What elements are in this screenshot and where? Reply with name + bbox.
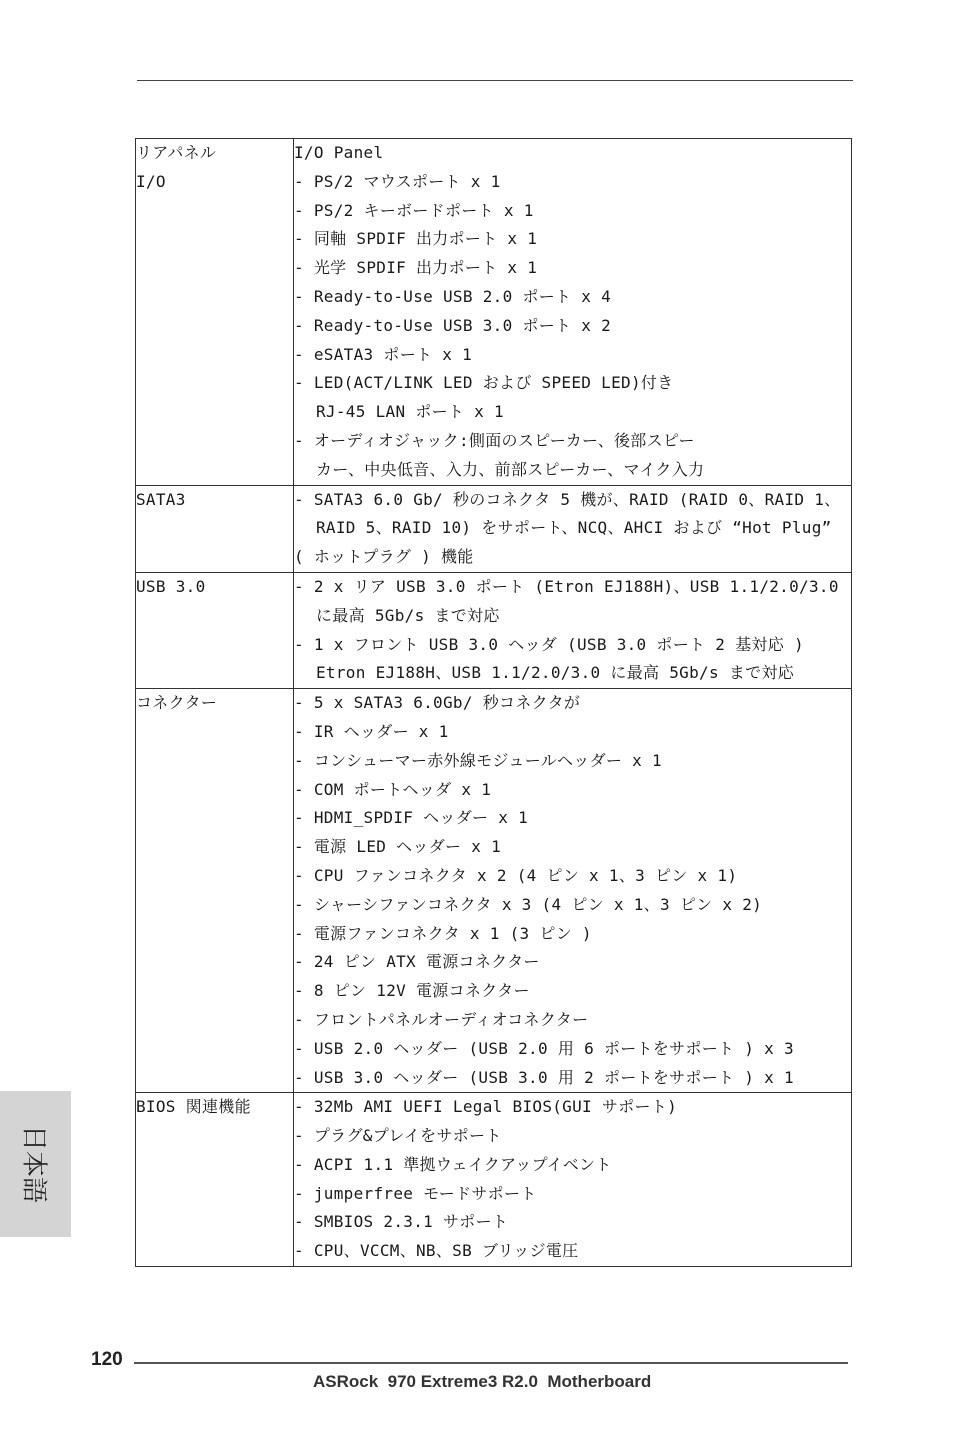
spec-item: - コンシューマー赤外線モジュールヘッダー x 1 xyxy=(294,750,662,770)
spec-item: - HDMI_SPDIF ヘッダー x 1 xyxy=(294,808,529,828)
spec-label-cell xyxy=(136,1093,294,1267)
spec-item: カー、中央低音、入力、前部スピーカー、マイク入力 xyxy=(316,459,705,479)
spec-item: RJ-45 LAN ポート x 1 xyxy=(316,402,504,422)
footer-rule xyxy=(134,1362,848,1364)
spec-label-cell xyxy=(136,139,294,486)
spec-item: - プラグ&プレイをサポート xyxy=(294,1126,502,1146)
spec-item: - 24 ピン ATX 電源コネクター xyxy=(294,952,540,972)
spec-item: - 8 ピン 12V 電源コネクター xyxy=(294,981,530,1001)
spec-item: I/O Panel xyxy=(294,143,384,162)
spec-item: - Ready-to-Use USB 2.0 ポート x 4 xyxy=(294,286,612,306)
spec-label: リアパネル xyxy=(136,143,217,162)
spec-items-cell xyxy=(294,485,852,572)
spec-item: - 2 x リア USB 3.0 ポート (Etron EJ188H)、USB 1.1/2.0/3.0 xyxy=(294,576,839,596)
spec-item: - フロントパネルオーディオコネクター xyxy=(294,1009,589,1029)
spec-item: - PS/2 キーボードポート x 1 xyxy=(294,200,534,220)
spec-item: - 5 x SATA3 6.0Gb/ 秒コネクタが xyxy=(294,693,581,713)
spec-item: Etron EJ188H、USB 1.1/2.0/3.0 に最高 5Gb/s まで対応 xyxy=(316,663,795,683)
spec-item: ( ホットプラグ ) 機能 xyxy=(294,547,474,567)
spec-item: - LED(ACT/LINK LED および SPEED LED)付き xyxy=(294,373,674,393)
spec-row xyxy=(136,485,852,572)
spec-item: - SMBIOS 2.3.1 サポート xyxy=(294,1212,509,1232)
page-number: 120 xyxy=(91,1349,123,1370)
spec-label-cell xyxy=(136,485,294,572)
spec-item: - 光学 SPDIF 出力ポート x 1 xyxy=(294,258,538,278)
spec-row xyxy=(136,572,852,688)
spec-item: - COM ポートヘッダ x 1 xyxy=(294,779,492,799)
spec-item: - IR ヘッダー x 1 xyxy=(294,721,449,741)
spec-item: に最高 5Gb/s まで対応 xyxy=(316,605,500,625)
spec-row xyxy=(136,689,852,1093)
spec-row xyxy=(136,1093,852,1267)
spec-item: - 電源ファンコネクタ x 1 (3 ピン ) xyxy=(294,923,592,943)
spec-item: - SATA3 6.0 Gb/ 秒のコネクタ 5 機が、RAID (RAID 0、RAID 1、 xyxy=(294,489,841,509)
spec-item: - CPU ファンコネクタ x 2 (4 ピン x 1、3 ピン x 1) xyxy=(294,865,738,885)
spec-item: - jumperfree モードサポート xyxy=(294,1183,537,1203)
spec-item: - USB 2.0 ヘッダー (USB 2.0 用 6 ポートをサポート ) x 3 xyxy=(294,1038,794,1058)
spec-item: - PS/2 マウスポート x 1 xyxy=(294,171,501,191)
spec-item: RAID 5、RAID 10) をサポート、NCQ、AHCI および “Hot Plug” xyxy=(316,518,832,538)
spec-label-cell xyxy=(136,689,294,1093)
spec-item: - 電源 LED ヘッダー x 1 xyxy=(294,837,502,857)
spec-label: BIOS 関連機能 xyxy=(136,1097,251,1117)
language-tab-label: 日本語 xyxy=(18,1124,48,1204)
spec-item: - USB 3.0 ヘッダー (USB 3.0 用 2 ポートをサポート ) x 1 xyxy=(294,1067,794,1087)
spec-items-cell xyxy=(294,572,852,688)
spec-label: コネクター xyxy=(136,693,218,713)
spec-table xyxy=(135,138,852,1267)
spec-label: SATA3 xyxy=(136,489,186,509)
footer-title: ASRock 970 Extreme3 R2.0 Motherboard xyxy=(313,1372,652,1391)
spec-item: - 同軸 SPDIF 出力ポート x 1 xyxy=(294,229,538,249)
spec-label-cell xyxy=(136,572,294,688)
spec-items-cell xyxy=(294,1093,852,1267)
spec-row xyxy=(136,139,852,486)
spec-item: - 32Mb AMI UEFI Legal BIOS(GUI サポート) xyxy=(294,1097,678,1117)
spec-item: - Ready-to-Use USB 3.0 ポート x 2 xyxy=(294,315,612,335)
spec-item: - シャーシファンコネクタ x 3 (4 ピン x 1、3 ピン x 2) xyxy=(294,894,763,914)
spec-items-cell xyxy=(294,689,852,1093)
spec-table-body xyxy=(136,139,852,1267)
language-tab xyxy=(0,1091,71,1237)
spec-item: - 1 x フロント USB 3.0 ヘッダ (USB 3.0 ポート 2 基対応 ) xyxy=(294,634,804,654)
top-rule xyxy=(137,80,853,81)
spec-item: - オーディオジャック:側面のスピーカー、後部スピー xyxy=(294,430,695,450)
spec-label: USB 3.0 xyxy=(136,576,206,596)
spec-label: I/O xyxy=(136,171,166,191)
spec-item: - CPU、VCCM、NB、SB ブリッジ電圧 xyxy=(294,1241,579,1261)
spec-items-cell xyxy=(294,139,852,486)
spec-item: - eSATA3 ポート x 1 xyxy=(294,344,473,364)
spec-item: - ACPI 1.1 準拠ウェイクアップイベント xyxy=(294,1154,612,1174)
